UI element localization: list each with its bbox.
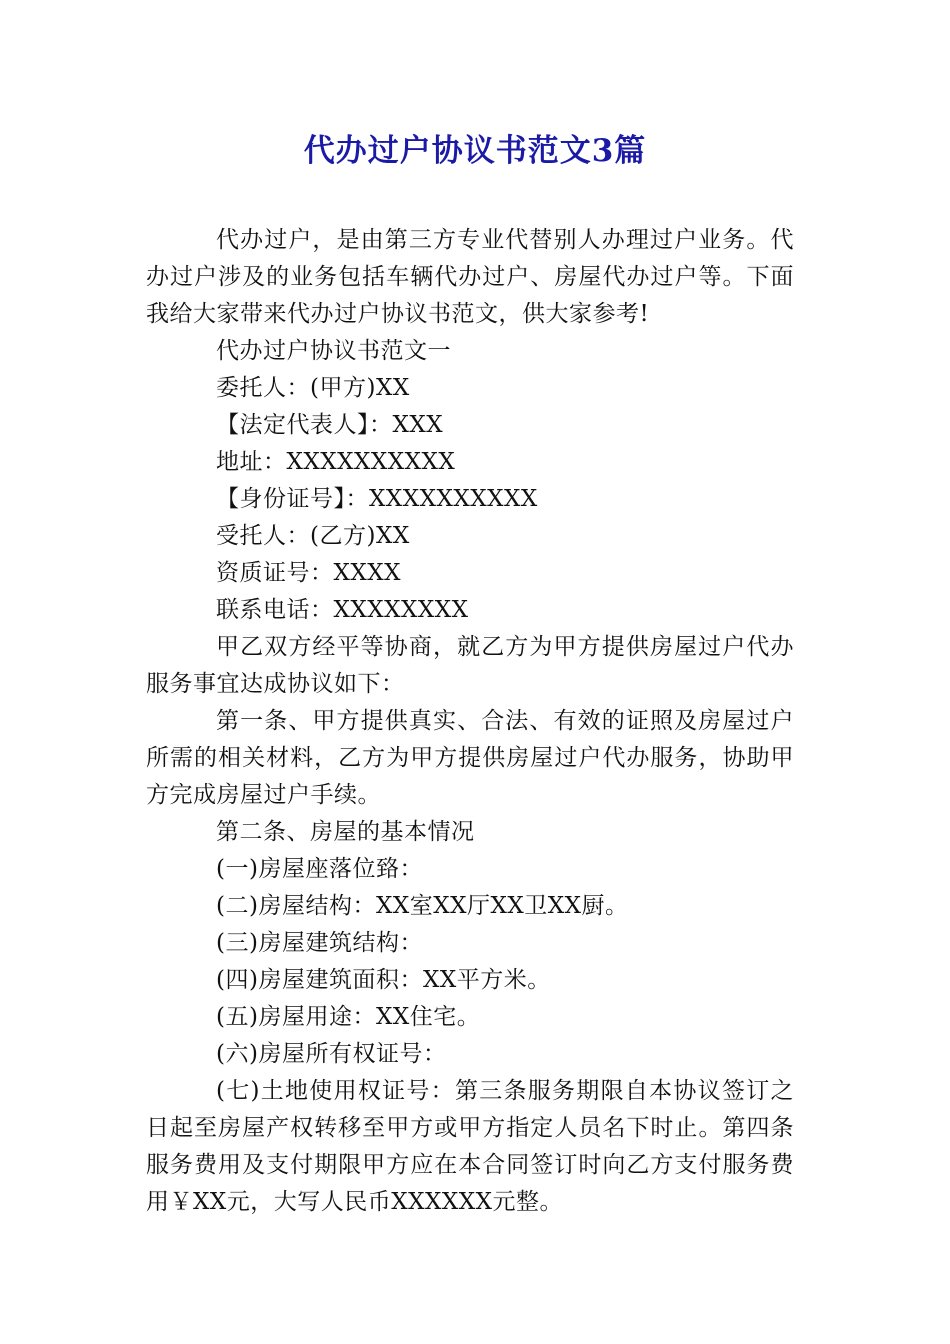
section-heading: 代办过户协议书范文一 [216, 338, 451, 364]
property-item: (一)房屋座落位臵： [216, 856, 423, 882]
document-title: 代办过户协议书范文3篇 [303, 133, 647, 169]
agreement-paragraph: 甲乙双方经平等协商，就乙方为甲方提供房屋过户代办服务事宜达成协议如下： [146, 634, 794, 697]
article-two-heading: 第二条、房屋的基本情况 [216, 819, 475, 845]
intro-paragraph: 代办过户，是由第三方专业代替别人办理过户业务。代办过户涉及的业务包括车辆代办过户、房屋代办过户等。下面我给大家带来代办过户协议书范文，供大家参考! [146, 227, 794, 327]
legal-representative-line: 【法定代表人】：XXX [216, 412, 444, 438]
agent-line: 受托人：(乙方)XX [216, 523, 410, 549]
document-body [146, 222, 794, 1221]
property-item: (五)房屋用途：XX住宅。 [216, 1004, 481, 1030]
phone-line: 联系电话：XXXXXXXX [216, 597, 469, 623]
property-item: (四)房屋建筑面积：XX平方米。 [216, 967, 551, 993]
property-item: (七)土地使用权证号：第三条服务期限自本协议签订之日起至房屋产权转移至甲方或甲方指定人员名下时止。第四条服务费用及支付期限甲方应在本合同签订时向乙方支付服务费用￥XX元，大写人民币XXXXXX元整。 [146, 1078, 794, 1215]
qualification-line: 资质证号：XXXX [216, 560, 401, 586]
article-one: 第一条、甲方提供真实、合法、有效的证照及房屋过户所需的相关材料，乙方为甲方提供房屋过户代办服务，协助甲方完成房屋过户手续。 [146, 708, 794, 808]
client-line: 委托人：(甲方)XX [216, 375, 410, 401]
property-item: (二)房屋结构：XX室XX厅XX卫XX厨。 [216, 893, 629, 919]
property-item: (三)房屋建筑结构： [216, 930, 423, 956]
address-line: 地址：XXXXXXXXXX [216, 449, 456, 475]
id-number-line: 【身份证号】：XXXXXXXXXX [216, 486, 538, 512]
property-item: (六)房屋所有权证号： [216, 1041, 447, 1067]
